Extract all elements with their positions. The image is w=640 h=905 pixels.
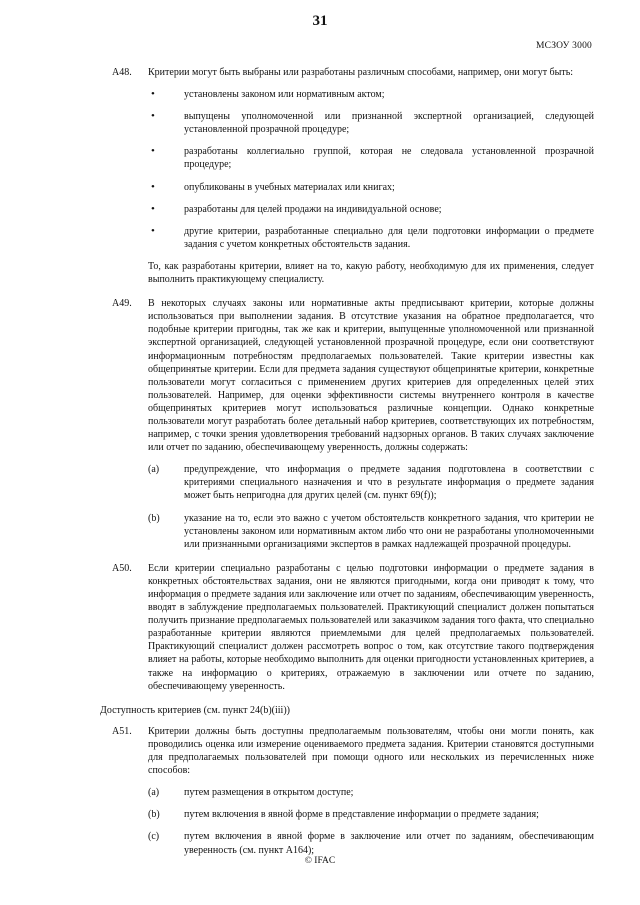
list-item-text: предупреждение, что информация о предмете задания подготовлена в соответствии с критериями специального назначения и что в результате информация о предмете задания может быть непригодна для других целей (см. пункт 69(f)); bbox=[184, 464, 594, 502]
page-body bbox=[100, 66, 594, 868]
list-item bbox=[148, 88, 594, 101]
paragraph-a49 bbox=[112, 297, 594, 551]
page-footer: © IFAC bbox=[304, 856, 336, 866]
paragraph-a50 bbox=[112, 562, 594, 693]
list-item bbox=[148, 181, 594, 194]
list-item bbox=[148, 110, 594, 136]
bullet-icon: • bbox=[151, 110, 155, 123]
bullet-icon: • bbox=[151, 224, 155, 237]
list-marker: (b) bbox=[148, 512, 160, 524]
list-item bbox=[148, 225, 594, 251]
list-marker: (a) bbox=[148, 464, 160, 476]
list-item bbox=[148, 786, 594, 799]
list-item-text: путем включения в явной форме в заключение или отчет по заданиям, обеспечивающим уверенность (см. пункт A164); bbox=[184, 831, 594, 856]
list-marker: (a) bbox=[148, 787, 160, 799]
sub-list bbox=[148, 463, 594, 551]
list-marker: (b) bbox=[148, 809, 160, 821]
list-item-text: опубликованы в учебных материалах или книгах; bbox=[184, 181, 395, 193]
paragraph-a48 bbox=[112, 66, 594, 286]
paragraph-number: A49. bbox=[112, 298, 132, 310]
list-item-text: путем включения в явной форме в представление информации о предмете задания; bbox=[184, 809, 539, 821]
sub-list bbox=[148, 786, 594, 856]
paragraph-text: Критерии должны быть доступны предполагаемым пользователям, чтобы они могли понять, как проводились оценка или измерение оцениваемого предмета задания. Критерии становятся доступными для предполагаемых пользователей при помощи одного или нескольких из перечисленных ниже способов: bbox=[148, 725, 594, 777]
list-item-text: разработаны коллегиально группой, которая не следовала установленной прозрачной процедуре; bbox=[184, 146, 594, 171]
page-number: 31 bbox=[312, 13, 328, 29]
bullet-icon: • bbox=[151, 145, 155, 158]
paragraph-text: Если критерии специально разработаны с целью подготовки информации о предмете задания в конкретных обстоятельствах задания, они не являются пригодными, когда они приводят к тому, что информация о предмете задания или заключение или отчет по заданиям, обеспечивающим уверенность, вводят в заблуждение предполагаемых пользователей. Практикующий специалист должен попытаться получить признание предполагаемых пользователей или заказчиком задания того факта, что специально разработанные критерии являются приемлемыми для целей предполагаемых пользователей. Практикующий специалист должен рассмотреть вопрос о том, как отсутствие такого подтверждения влияет на работы, которые необходимо выполнить для оценки пригодности установленных критериев, а также на информацию о критериях, отражаемую в заключении или отчете по заданию, обеспечивающему уверенность. bbox=[148, 562, 594, 692]
list-item-text: разработаны для целей продажи на индивидуальной основе; bbox=[184, 203, 442, 215]
bullet-icon: • bbox=[151, 180, 155, 193]
list-item bbox=[148, 830, 594, 856]
paragraph-a51 bbox=[112, 725, 594, 857]
list-item-text: путем размещения в открытом доступе; bbox=[184, 787, 354, 799]
list-item-text: указание на то, если это важно с учетом обстоятельств конкретного задания, что критерии не установлены законом или нормативным актом либо что они не разработаны уполномоченными или признанными организациями экспертов в рамках надлежащей прозрачной процедуры. bbox=[184, 512, 594, 550]
paragraph-number: A48. bbox=[112, 67, 132, 78]
list-item bbox=[148, 808, 594, 821]
running-head: МСЗОУ 3000 bbox=[536, 41, 592, 51]
paragraph-text: Критерии могут быть выбраны или разработаны различным способами, например, они могут быть: bbox=[148, 67, 574, 78]
paragraph-text: То, как разработаны критерии, влияет на то, какую работу, необходимую для их применения, следует выполнить практикующему специалисту. bbox=[148, 260, 594, 286]
list-item bbox=[148, 512, 594, 551]
list-item-text: выпущены уполномоченной или признанной экспертной организацией, следующей установленной прозрачной процедуре; bbox=[184, 111, 594, 136]
bullet-icon: • bbox=[151, 88, 155, 101]
list-item-text: другие критерии, разработанные специально для цели подготовки информации о предмете задания с учетом конкретных обстоятельств задания. bbox=[184, 225, 594, 250]
list-marker: (c) bbox=[148, 831, 160, 843]
list-item bbox=[148, 463, 594, 502]
paragraph-text: В некоторых случаях законы или нормативные акты предписывают критерии, которые должны использоваться при выполнении задания. В отсутствие указания на обратное предполагается, что подобные критерии пригодны, так же как и критерии, выпущенные уполномоченной или признанной экспертной организацией, следующей установленной прозрачной процедуре, если они соответствуют информационным потребностям предполагаемых пользователей. Такие критерии известны как общепринятые критерии. Если для предмета задания существуют общепринятые критерии, конкретные пользователи могут согласиться с применением других критериев для определенных целей этих пользователей. Например, для оценки эффективности системы внутреннего контроля в качестве общепринятых критериев могут использоваться различные концепции. Однако конкретные пользователи могут разработать более детальный набор критериев, соответствующих их потребностям, например, с точки зрения удовлетворения требований надзорных органов. В таких случаях заключение или отчет по заданию, обеспечивающему уверенность, должны содержать: bbox=[148, 298, 594, 454]
bullet-list bbox=[148, 88, 594, 251]
paragraph-number: A51. bbox=[112, 725, 132, 737]
section-heading: Доступность критериев (см. пункт 24(b)(iii)) bbox=[100, 704, 290, 716]
bullet-icon: • bbox=[151, 202, 155, 215]
list-item-text: установлены законом или нормативным актом; bbox=[184, 89, 385, 101]
list-item bbox=[148, 203, 594, 216]
paragraph-number: A50. bbox=[112, 562, 132, 574]
list-item bbox=[148, 145, 594, 171]
